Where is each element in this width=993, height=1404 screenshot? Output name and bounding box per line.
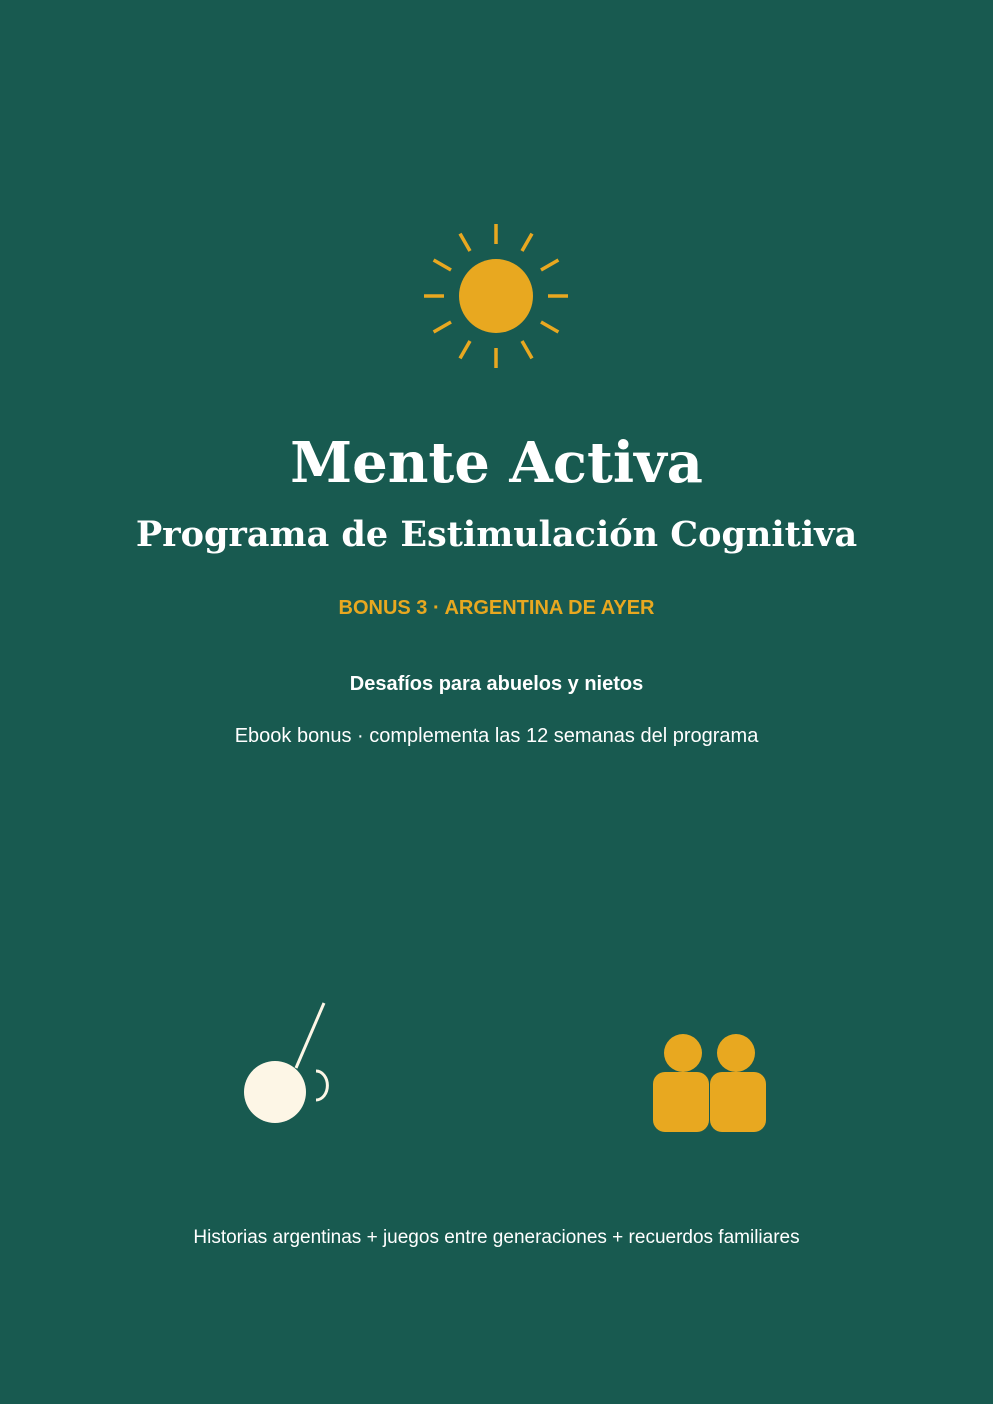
cover-title: Mente Activa	[290, 430, 703, 496]
yoyo-icon	[236, 996, 346, 1130]
cover-note: Ebook bonus · complementa las 12 semanas del programa	[234, 725, 759, 747]
sun-icon	[420, 220, 572, 372]
cover-subtitle: Programa de Estimulación Cognitiva	[135, 514, 858, 555]
cover-tagline: Desafíos para abuelos y nietos	[349, 673, 644, 695]
bonus-label: BONUS 3 · ARGENTINA DE AYER	[338, 597, 655, 619]
cover-footer: Historias argentinas + juegos entre generaciones + recuerdos familiares	[193, 1227, 800, 1248]
family-icon	[648, 1030, 772, 1136]
